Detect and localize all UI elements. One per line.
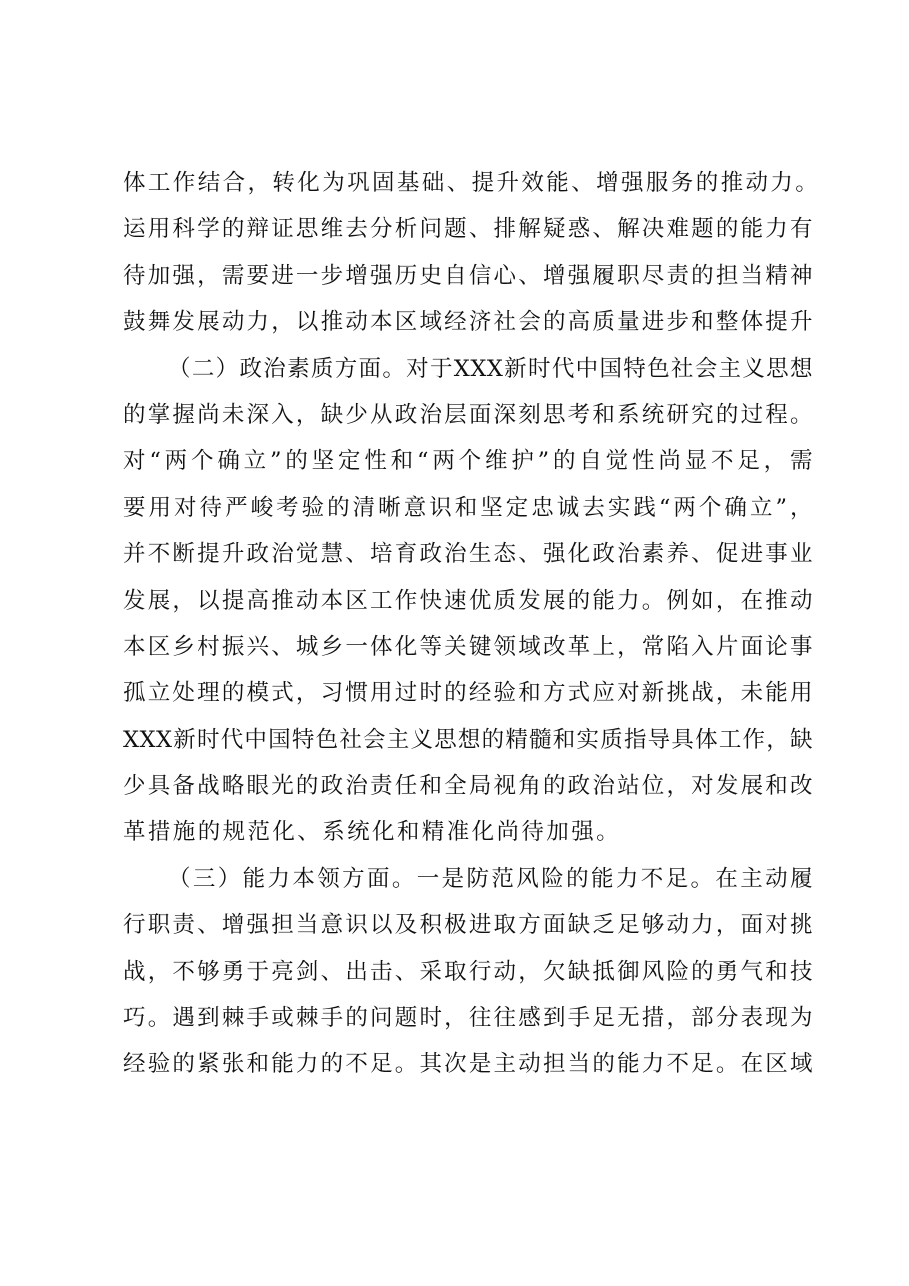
- text-line: 经验的紧张和能力的不足。其次是主动担当的能力不足。在区域: [123, 1051, 813, 1078]
- text-line: 行职责、增强担当意识以及积极进取方面缺乏足够动力，面对挑: [123, 912, 813, 939]
- text-line: 巧。遇到棘手或棘手的问题时，往往感到手足无措，部分表现为: [123, 1005, 813, 1032]
- text-line: 鼓舞发展动力，以推动本区域经济社会的高质量进步和整体提升: [123, 309, 813, 336]
- text-line: 少具备战略眼光的政治责任和全局视角的政治站位，对发展和改: [123, 773, 813, 800]
- text-line: XXX新时代中国特色社会主义思想的精髓和实质指导具体工作，缺: [123, 726, 813, 753]
- text-line: 革措施的规范化、系统化和精准化尚待加强。: [123, 819, 622, 846]
- body-text: [123, 160, 821, 1088]
- text-line: 的掌握尚未深入，缺少从政治层面深刻思考和系统研究的过程。: [123, 401, 813, 428]
- text-line: 对“两个确立”的坚定性和“两个维护”的自觉性尚显不足，需: [123, 448, 813, 475]
- text-line: 发展，以提高推动本区工作快速优质发展的能力。例如，在推动: [123, 587, 813, 614]
- text-line: 并不断提升政治觉慧、培育政治生态、强化政治素养、促进事业: [123, 541, 813, 568]
- text-line: 战，不够勇于亮剑、出击、采取行动，欠缺抵御风险的勇气和技: [123, 958, 813, 985]
- text-line: 体工作结合，转化为巩固基础、提升效能、增强服务的推动力。: [123, 170, 821, 196]
- text-line: 本区乡村振兴、城乡一体化等关键领域改革上，常陷入片面论事: [123, 633, 813, 660]
- section-heading-line: （二）政治素质方面。对于XXX新时代中国特色社会主义思想: [168, 355, 813, 382]
- text-line: 孤立处理的模式，习惯用过时的经验和方式应对新挑战，未能用: [123, 680, 813, 707]
- text-line: 要用对待严峻考验的清晰意识和坚定忠诚去实践“两个确立”，: [123, 494, 813, 521]
- text-line: 运用科学的辩证思维去分析问题、排解疑惑、解决难题的能力有: [123, 216, 813, 243]
- text-line: 待加强，需要进一步增强历史自信心、增强履职尽责的担当精神: [123, 262, 813, 289]
- section-heading-line: （三）能力本领方面。一是防范风险的能力不足。在主动履: [168, 865, 813, 892]
